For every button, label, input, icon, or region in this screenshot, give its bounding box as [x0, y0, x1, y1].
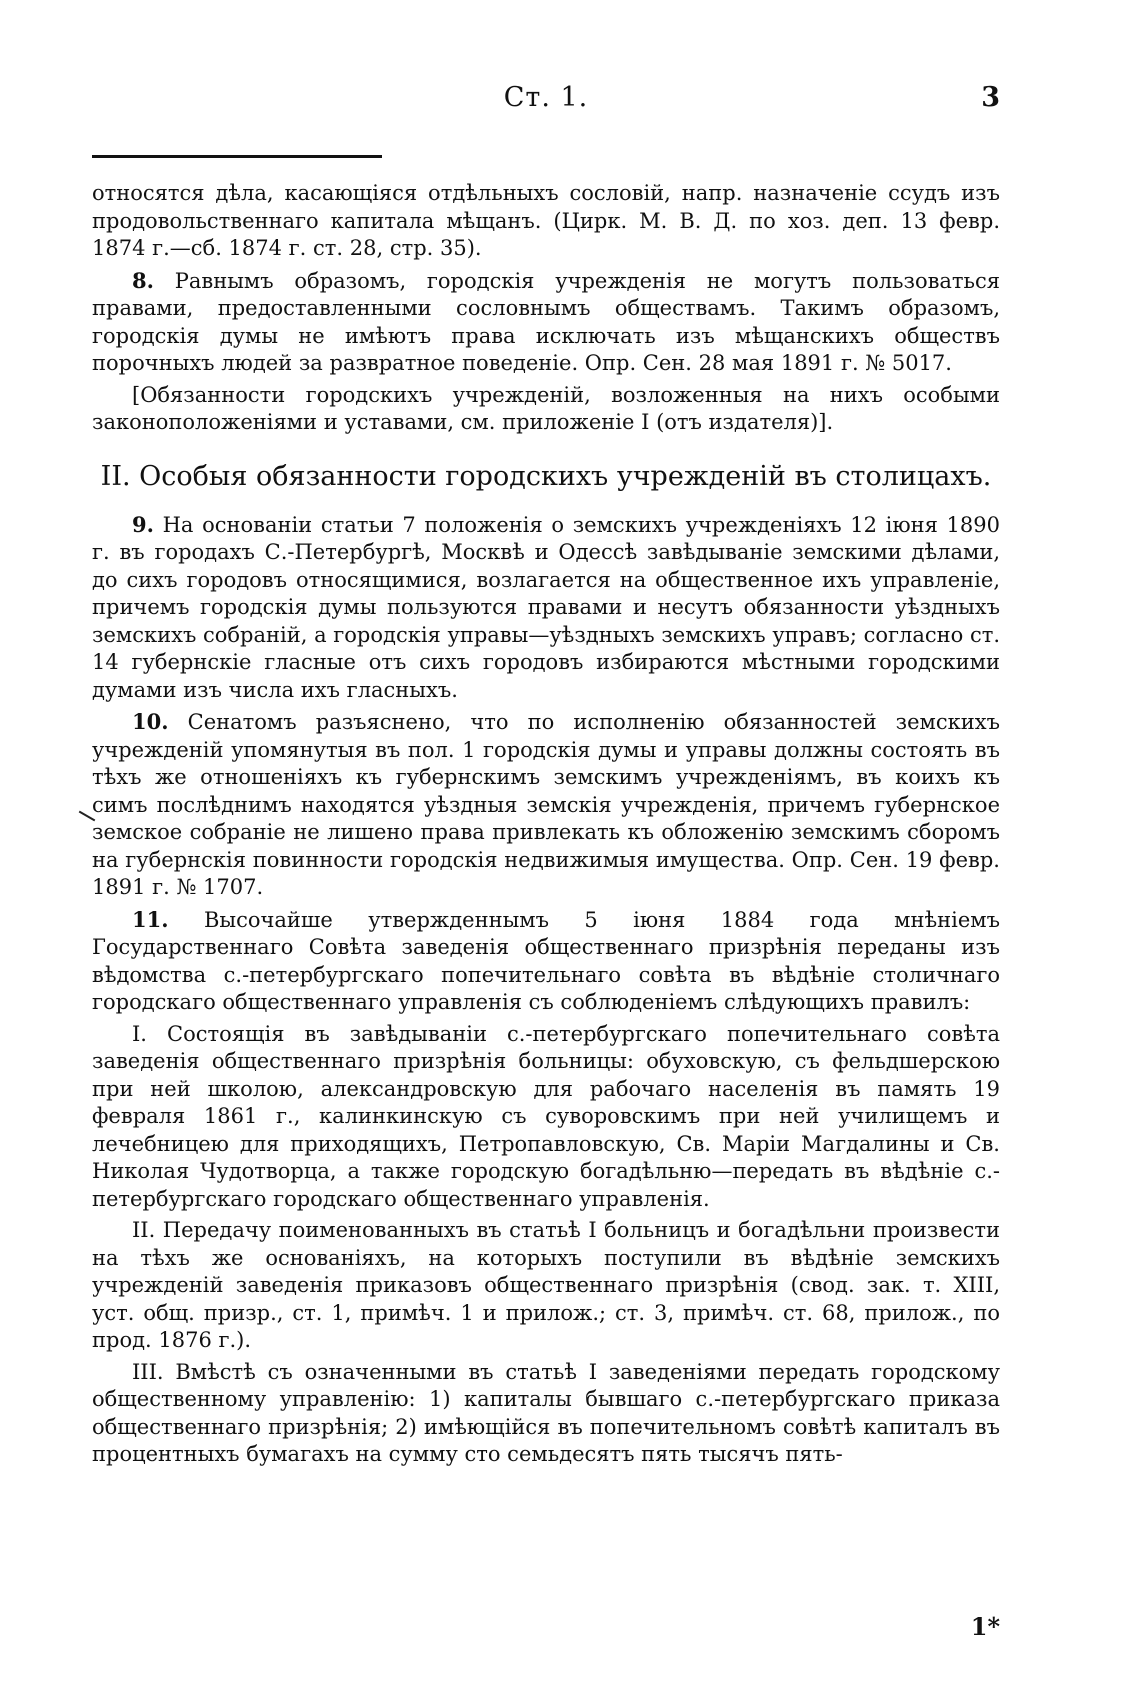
- paragraph-text: Сенатомъ разъяснено, что по исполненію обязанностей земскихъ учрежденій упомянутыя въ пол. 1 городскія думы и управы должны состоять въ тѣхъ же отношеніяхъ къ губернскимъ земскимъ учрежденіямъ, въ коихъ къ симъ послѣднимъ находятся уѣздныя земскія учрежденія, причемъ губернское земское собраніе не лишено права привлекать къ обложенію земскимъ сборомъ на губернскія повинности городскія недвижимыя имущества. Опр. Сен. 19 февр. 1891 г. № 1707.: [92, 710, 1000, 899]
- paragraph-text: Равнымъ образомъ, городскія учрежденія не могутъ пользоваться правами, предоставленными сословнымъ обществамъ. Такимъ образомъ, городскія думы не имѣютъ права исключать изъ мѣщанскихъ обществъ порочныхъ людей за развратное поведеніе. Опр. Сен. 28 мая 1891 г. № 5017.: [92, 268, 1000, 375]
- paragraph-number: 9.: [132, 511, 154, 537]
- paragraph-10: [92, 708, 1000, 902]
- paragraph-number: 8.: [132, 267, 154, 293]
- body-text: [92, 180, 1000, 1469]
- paragraph-8: [92, 267, 1000, 378]
- clause-III: III. Вмѣстѣ съ означенными въ статьѣ I заведеніями передать городскому общественному управленію: 1) капиталы бывшаго с.-петербургскаго приказа общественнаго призрѣнія; 2) имѣющійся въ попечительномъ совѣтѣ капиталъ въ процентныхъ бумагахъ на сумму сто семьдесятъ пять тысячъ пять-: [92, 1359, 1000, 1466]
- paragraph-text: Высочайше утвержденнымъ 5 іюня 1884 года мнѣніемъ Государственнаго Совѣта заведенія общественнаго призрѣнія переданы изъ вѣдомства с.-петербургскаго попечительнаго совѣта въ вѣдѣніе столичнаго городскаго общественнаго управленія съ соблюденіемъ слѣдующихъ правилъ:: [92, 907, 1000, 1014]
- clause-II: II. Передачу поименованныхъ въ статьѣ I больницъ и богадѣльни произвести на тѣхъ же основаніяхъ, на которыхъ поступили въ вѣдѣніе земскихъ учрежденій заведенія приказовъ общественнаго призрѣнія (свод. зак. т. XIII, уст. общ. призр., ст. 1, примѣч. 1 и прилож.; ст. 3, примѣч. ст. 68, прилож., по прод. 1876 г.).: [92, 1218, 1000, 1352]
- paragraph-9: [92, 511, 1000, 705]
- signature-mark: 1*: [970, 1612, 1000, 1641]
- paragraph-11: [92, 906, 1000, 1017]
- paragraph-bracketed-note: [Обязанности городскихъ учрежденій, возложенныя на нихъ особыми законоположеніями и уставами, см. приложеніе I (отъ издателя)].: [92, 382, 1000, 434]
- paragraph-number: 11.: [132, 906, 169, 932]
- clause-I: I. Состоящія въ завѣдываніи с.-петербургскаго попечительнаго совѣта заведенія общественнаго призрѣнія больницы: обуховскую, съ фельдшерскою при ней школою, александровскую для рабочаго населенія въ память 19 февраля 1861 г., калинкинскую съ суворовскимъ при ней училищемъ и лечебницею для приходящихъ, Петропавловскую, Св. Маріи Магдалины и Св. Николая Чудотворца, а также городскую богадѣльню—передать въ вѣдѣніе с.-петербургскаго городскаго общественнаго управленія.: [92, 1021, 1000, 1211]
- paragraph-intro: относятся дѣла, касающіяся отдѣльныхъ сословій, напр. назначеніе ссудъ изъ продовольственнаго капитала мѣщанъ. (Цирк. М. В. Д. по хоз. деп. 13 февр. 1874 г.—сб. 1874 г. ст. 28, стр. 35).: [92, 181, 1000, 260]
- horizontal-rule: [92, 155, 382, 158]
- paragraph-number: 10.: [132, 709, 169, 734]
- section-heading: II. Особыя обязанности городскихъ учрежденій въ столицахъ.: [100, 460, 992, 492]
- article-label: Ст. 1.: [503, 82, 589, 113]
- running-head: [92, 82, 1000, 122]
- paragraph-text: На основаніи статьи 7 положенія о земскихъ учрежденіяхъ 12 іюня 1890 г. въ городахъ С.-Петербургѣ, Москвѣ и Одессѣ завѣдываніе земскими дѣлами, до сихъ городовъ относящимися, возлагается на общественное ихъ управленіе, причемъ городскія думы пользуются правами и несутъ обязанности уѣздныхъ земскихъ собраній, а городскія управы—уѣздныхъ земскихъ управъ; согласно ст. 14 губернскіе гласные отъ сихъ городовъ избираются мѣстными городскими думами изъ числа ихъ гласныхъ.: [92, 512, 1000, 702]
- page-number: 3: [981, 82, 1000, 113]
